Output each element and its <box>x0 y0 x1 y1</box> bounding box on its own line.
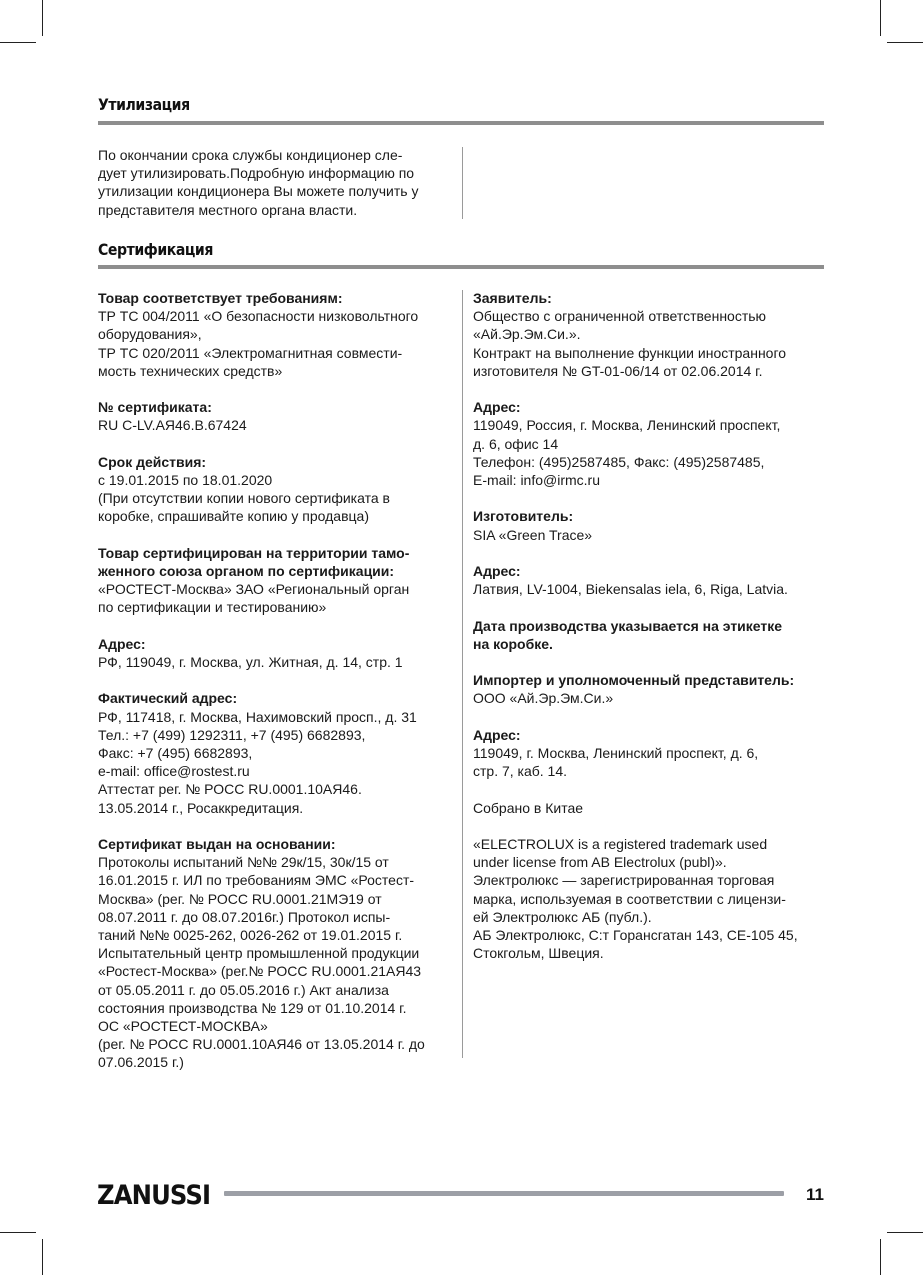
phone-line: Телефон: (495)2587485, Факс: (495)2587485, <box>473 453 765 470</box>
text-line: оборудования», <box>98 326 202 343</box>
section-rule <box>98 265 824 269</box>
column-divider <box>462 147 463 219</box>
text-line: Аттестат рег. № РОСС RU.0001.10АЯ46. <box>98 781 362 798</box>
address-line: РФ, 117418, г. Москва, Нахимовский просп., д. 31 <box>98 708 417 725</box>
text-line: представителя местного органа власти. <box>98 201 358 218</box>
text-line: Москва» (рег. № РОСС RU.0001.21МЭ19 от <box>98 890 382 907</box>
crop-mark <box>0 1232 36 1233</box>
brand-logo: ZANUSSI <box>97 1180 211 1211</box>
importer-name: ООО «Ай.Эр.Эм.Си.» <box>473 690 614 707</box>
text-line: коробке, спрашивайте копию у продавца) <box>98 508 369 525</box>
text-line: таний №№ 0025-262, 0026-262 от 19.01.2015 г. <box>98 927 403 944</box>
text-line: АБ Электролюкс, С:т Горансгатан 143, СЕ-105 45, <box>473 926 798 943</box>
section-rule <box>98 121 824 125</box>
block-heading: Адрес: <box>473 399 521 416</box>
crop-mark <box>42 0 43 36</box>
text-line: ТР ТС 020/2011 «Электромагнитная совмести- <box>98 344 403 361</box>
text-line: Электролюкс — зарегистрированная торговая <box>473 872 775 889</box>
text-line: по сертификации и тестированию» <box>98 599 327 616</box>
text-line: «ELECTROLUX is a registered trademark used <box>473 835 768 852</box>
text-line: «РОСТЕСТ-Москва» ЗАО «Региональный орган <box>98 581 410 598</box>
block-heading: Адрес: <box>473 563 521 579</box>
crop-mark <box>0 42 36 43</box>
block-heading: Товар соответствует требованиям: <box>98 290 343 306</box>
crop-mark <box>880 0 881 36</box>
block-heading: на коробке. <box>473 635 553 652</box>
block-heading: женного союза органом по сертификации: <box>98 563 395 579</box>
address-line: стр. 7, каб. 14. <box>473 763 568 780</box>
column-divider <box>462 290 463 1058</box>
certificate-number: RU C-LV.АЯ46.B.67424 <box>98 417 247 434</box>
text-line: утилизации кондиционера Вы можете получить у <box>98 183 419 200</box>
text-line: Протоколы испытаний №№ 29к/15, 30к/15 от <box>98 854 389 871</box>
certification-right-column <box>473 289 833 962</box>
block-heading: Изготовитель: <box>473 508 574 525</box>
page-number: 11 <box>806 1185 824 1204</box>
block-heading: Заявитель: <box>473 290 552 306</box>
phone-line: Тел.: +7 (499) 1292311, +7 (495) 6682893, <box>98 726 366 743</box>
text-line: состояния производства № 129 от 01.10.2014 г. <box>98 999 407 1016</box>
fax-line: Факс: +7 (495) 6682893, <box>98 745 253 761</box>
text-line: «Ростест-Москва» (рег.№ РОСС RU.0001.21АЯ43 <box>98 963 422 980</box>
address-line: 119049, г. Москва, Ленинский проспект, д. 6, <box>473 744 759 761</box>
certification-left-column <box>98 289 458 1072</box>
origin-line: Собрано в Китае <box>473 799 584 816</box>
crop-mark <box>42 1239 43 1275</box>
text-line: ей Электролюкс АБ (публ.). <box>473 908 652 925</box>
block-heading: № сертификата: <box>98 399 212 416</box>
text-line: марка, используемая в соответствии с лицензи- <box>473 890 786 907</box>
text-line: Контракт на выполнение функции иностранного <box>473 344 787 361</box>
text-line: 08.07.2011 г. до 08.07.2016г.) Протокол испы- <box>98 908 391 925</box>
text-line: ТР ТС 004/2011 «О безопасности низковольтного <box>98 308 419 325</box>
text-line: мость технических средств» <box>98 362 283 379</box>
block-heading: Адрес: <box>98 635 146 652</box>
text-line: «Ай.Эр.Эм.Си.». <box>473 326 581 343</box>
block-heading: Сертификат выдан на основании: <box>98 836 336 852</box>
block-heading: Фактический адрес: <box>98 690 238 707</box>
text-line: Стокгольм, Швеция. <box>473 945 604 962</box>
text-line: (рег. № РОСС RU.0001.10АЯ46 от 13.05.2014 г. до <box>98 1036 425 1053</box>
text-line: дует утилизировать.Подробную информацию по <box>98 165 415 182</box>
crop-mark <box>880 1239 881 1275</box>
crop-mark <box>887 1232 923 1233</box>
section-title-certification: Сертификация <box>98 240 213 259</box>
email-line: e-mail: office@rostest.ru <box>98 763 250 780</box>
email-line: E-mail: info@irmc.ru <box>473 472 601 489</box>
text-line: По окончании срока службы кондиционер сле- <box>98 147 403 163</box>
block-heading: Импортер и уполномоченный представитель: <box>473 672 795 689</box>
address-line: д. 6, офис 14 <box>473 435 559 452</box>
text-line: 07.06.2015 г.) <box>98 1054 184 1071</box>
text-line: (При отсутствии копии нового сертификата в <box>98 490 390 507</box>
text-line: Общество с ограниченной ответственностью <box>473 308 767 325</box>
text-line: under license from AB Electrolux (publ)». <box>473 854 727 871</box>
validity-dates: с 19.01.2015 по 18.01.2020 <box>98 472 273 488</box>
address-line: РФ, 119049, г. Москва, ул. Житная, д. 14, стр. 1 <box>98 654 403 670</box>
manufacturer-name: SIA «Green Trace» <box>473 526 593 543</box>
text-line: ОС «РОСТЕСТ-МОСКВА» <box>98 1018 268 1035</box>
disposal-text <box>98 146 458 219</box>
text-line: 16.01.2015 г. ИЛ по требованиям ЭМС «Ростест- <box>98 872 415 889</box>
text-line: Испытательный центр промышленной продукции <box>98 945 420 962</box>
block-heading: Адрес: <box>473 726 521 743</box>
address-line: Латвия, LV-1004, Biekensalas iela, 6, Riga, Latvia. <box>473 581 788 598</box>
section-title-disposal: Утилизация <box>98 95 190 114</box>
text-line: изготовителя № GT-01-06/14 от 02.06.2014 г. <box>473 362 763 379</box>
crop-mark <box>887 42 923 43</box>
block-heading: Товар сертифицирован на территории тамо- <box>98 544 410 561</box>
address-line: 119049, Россия, г. Москва, Ленинский проспект, <box>473 417 781 434</box>
block-heading: Дата производства указывается на этикетке <box>473 617 783 634</box>
text-line: от 05.05.2011 г. до 05.05.2016 г.) Акт анализа <box>98 981 389 998</box>
block-heading: Срок действия: <box>98 453 207 470</box>
text-line: 13.05.2014 г., Росаккредитация. <box>98 799 304 816</box>
footer-rule <box>224 1191 784 1196</box>
